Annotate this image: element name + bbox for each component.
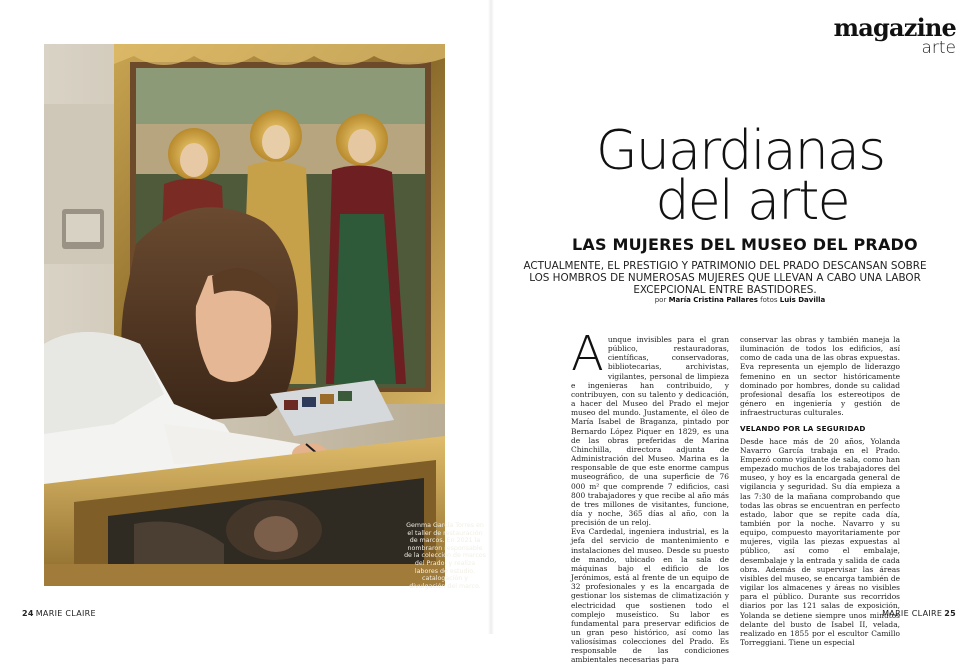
feature-photo [44,44,486,590]
paragraph: Desde hace más de 20 años, Yolanda Navarro García trabaja en el Prado. Empezó como vigilante de sala, como han empezado muchos de los trabajadores del museo, y hoy es la encargada general de vigilancia y seguridad. Su día empieza a las 7:30 de la mañana comprobando que todas las obras se encuentran en perfecto estado, labor que se repite cada día, también por la noche. Navarro y su equipo, compuesto mayoritariamente por mujeres, vigila las piezas expuestas al público, así como el embalaje, desembalaje y la entrada y salida de cada obra. Además de supervisar las áreas visibles del museo, se encarga también de vigilar los almacenes y áreas no visibles para el público. Durante sus recorridos diarios por las 121 salas de exposición, Yolanda se detiene siempre unos minutos delante del busto de Isabel II, velada, realizado en 1855 por el escultor Camillo Torreggiani. Tiene un especial [740,436,900,647]
paragraph: conservar las obras y también maneja la iluminación de todos los edificios, así como de cada una de las obras expuestas. Eva representa un ejemplo de liderazgo femenino en un sector históricamente dominado por hombres, donde su calidad profesional desafía los estereotipos de género en ingeniería y gestión de infraestructuras culturales. [740,335,900,418]
folio-right [882,609,956,618]
paragraph-text: unque invisibles para el gran público, restauradoras, científicas, conservadoras, bibliotecarias, archivistas, vigilantes, personal de limpieza e ingenieras han contribuido, y contribuyen, con su talento y dedicación, a hacer del Museo del Prado el mejor museo del mundo. Justamente, el óleo de María Isabel de Braganza, pintado por Bernardo López Piquer en 1829, es una de las obras preferidas de Marina Chinchilla, directora adjunta de Administración del Museo. Marina es la responsable de que este enorme campus museográfico, de una superficie de 76 000 m² que comprende 7 edificios, casi 800 trabajadores y que recibe al año más de tres millones de visitantes, funcione, día y noche, 365 días al año, con la precisión de un reloj. [571,335,729,528]
folio-left [22,609,96,618]
magazine-brand [833,13,956,58]
page-number-right: 25 [944,609,956,618]
paragraph: Eva Cardedal, ingeniera industrial, es la jefa del servicio de mantenimiento e instalaciones del museo. Desde su puesto de mando, ubicado en la sala de máquinas bajo el edificio de los Jerónimos, está al frente de un equipo de 32 profesionales y es la encargada de gestionar los sistemas de climatización y electricidad que sostienen todo el complejo museístico. Su labor es fundamental para preservar edificios de un gran peso histórico, así como las valiosísimas colecciones del Prado. Es responsable de las condiciones ambientales necesarias para [571,527,729,665]
article-subtitle: LAS MUJERES DEL MUSEO DEL PRADO [572,235,918,254]
paragraph [571,326,729,528]
photographer-name: Luis Davilla [779,296,826,304]
byline-por: por [654,296,667,304]
article-standfirst: ACTUALMENTE, EL PRESTIGIO Y PATRIMONIO DEL PRADO DESCANSAN SOBRE LOS HOMBROS DE NUMEROSAS MUJERES QUE LLEVAN A CABO UNA LABOR EXCEPCIONAL ENTRE BASTIDORES. [523,260,927,296]
page-number-left: 24 [22,609,34,618]
section-label: arte [921,38,956,58]
folio-magazine-left: MARIE CLAIRE [35,609,96,618]
magazine-name: magazine [833,13,956,42]
byline-fotos: fotos [760,296,778,304]
title-line-1: Guardianas [595,119,885,182]
drop-cap: A [571,326,604,382]
section-subhead: VELANDO POR LA SEGURIDAD [740,424,866,434]
folio-magazine-right: MARIE CLAIRE [882,609,943,618]
byline [560,296,920,304]
title-line-2: del arte [655,169,849,232]
photo-caption: Gemma García Torres en el taller de restauración de marcos. En 2021 la nombraron responsable de la colección de marcos del Prado, y realiza labores de estudio, catalogación y divulgación del marco. [404,522,486,590]
article-title [560,119,920,232]
page-gutter [488,0,494,634]
author-name: María Cristina Pallares [668,296,758,304]
body-column-2 [740,335,900,647]
restorer-photo-illustration [44,44,445,586]
body-column-1 [571,326,729,665]
